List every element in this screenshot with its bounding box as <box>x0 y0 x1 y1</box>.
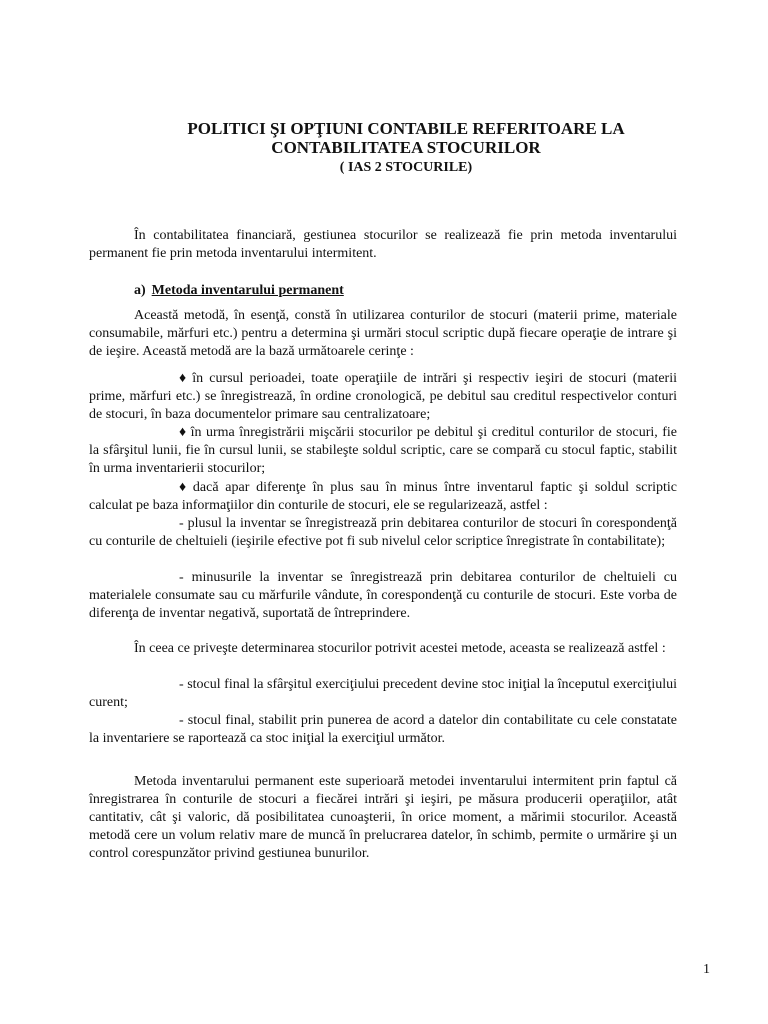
page-number: 1 <box>703 962 710 977</box>
diamond-bullet-icon: ♦ <box>179 480 187 495</box>
determination-intro: În ceea ce priveşte determinarea stocurilor potrivit acestei metode, aceasta se realizează astfel : <box>134 641 666 656</box>
list-item-text: dacă apar diferenţe în plus sau în minus între inventarul faptic şi soldul scriptic calculat pe baza informaţiilor din conturile de stocuri, ele se regularizează, astfel : <box>89 480 678 513</box>
dash-bullet: - <box>179 570 184 585</box>
diamond-bullet-icon: ♦ <box>179 371 187 386</box>
list-item-text: în cursul perioadei, toate operaţiile de intrări şi respectiv ieşiri de stocuri (materii prime, mărfuri etc.) se înregistrează, în ordine cronologică, pe debitul sau creditul respectivelor conturi de stocuri, în baza documentelor primare sau centralizatoare; <box>89 371 677 422</box>
list-item <box>89 424 677 478</box>
dash-bullet: - <box>179 713 184 728</box>
list-item <box>89 712 677 748</box>
document-title-line2: CONTABILITATEA STOCURILOR <box>271 138 541 157</box>
intro-paragraph: În contabilitatea financiară, gestiunea stocurilor se realizează fie prin metoda inventarului permanent fie prin metoda inventarului intermitent. <box>89 228 677 261</box>
list-item-text: plusul la inventar se înregistrează prin debitarea conturilor de stocuri în corespondenţă cu conturile de cheltuieli (ieşirile efective pot fi sub nivelul celor scriptice înregistrate în contabilitate); <box>89 516 678 549</box>
list-item <box>89 479 677 515</box>
list-item <box>89 370 677 424</box>
list-item <box>89 676 677 712</box>
diamond-bullet-icon: ♦ <box>179 425 187 440</box>
list-item-text: stocul final la sfârşitul exerciţiului precedent devine stoc iniţial la începutul exerciţiului curent; <box>89 677 677 710</box>
document-title-line1: POLITICI ŞI OPŢIUNI CONTABILE REFERITOARE LA <box>187 119 625 138</box>
dash-bullet: - <box>179 516 184 531</box>
list-item <box>89 515 677 551</box>
section-a-letter: a) <box>134 283 146 298</box>
document-subtitle: ( IAS 2 STOCURILE) <box>339 160 473 175</box>
dash-bullet: - <box>179 677 184 692</box>
section-a-title: Metoda inventarului permanent <box>151 283 344 298</box>
list-item-text: în urma înregistrării mişcării stocurilor pe debitul şi creditul conturilor de stocuri, fie la sfârşitul lunii, fie în cursul lunii, se stabileşte soldul scriptic, care se compară cu stocul faptic, stabilit în urma inventarierii stocurilor; <box>89 425 678 476</box>
conclusion-paragraph: Metoda inventarului permanent este superioară metodei inventarului intermitent prin faptul că înregistrarea în conturile de stocuri a fiecărei intrări şi ieşiri, pe măsura producerii operaţiilor, atât cantitativ, cât şi valoric, dă posibilitatea cunoaşterii, în orice moment, a mărimii stocurilor. Această metodă cere un volum relativ mare de muncă în prelucrarea datelor, în schimb, permite o urmărire şi un control corespunzător privind gestiunea bunurilor. <box>89 774 677 861</box>
method-description: Această metodă, în esenţă, constă în utilizarea conturilor de stocuri (materii prime, materiale consumabile, mărfuri etc.) pentru a determina şi urmări stocul scriptic după fiecare operaţie de intrare şi de ieşire. Această metodă are la bază următoarele cerinţe : <box>89 308 677 359</box>
list-item <box>89 569 677 623</box>
list-item-text: minusurile la inventar se înregistrează prin debitarea conturilor de cheltuieli cu materialele consumate sau cu mărfurile vândute, în corespondenţă cu conturile de stocuri. Este vorba de diferenţa de inventar negativă, suportată de întreprindere. <box>89 570 677 621</box>
section-a-heading <box>134 282 344 300</box>
list-item-text: stocul final, stabilit prin punerea de acord a datelor din contabilitate cu cele constatate la inventariere se raportează ca stoc iniţial la exerciţiul următor. <box>89 713 678 746</box>
